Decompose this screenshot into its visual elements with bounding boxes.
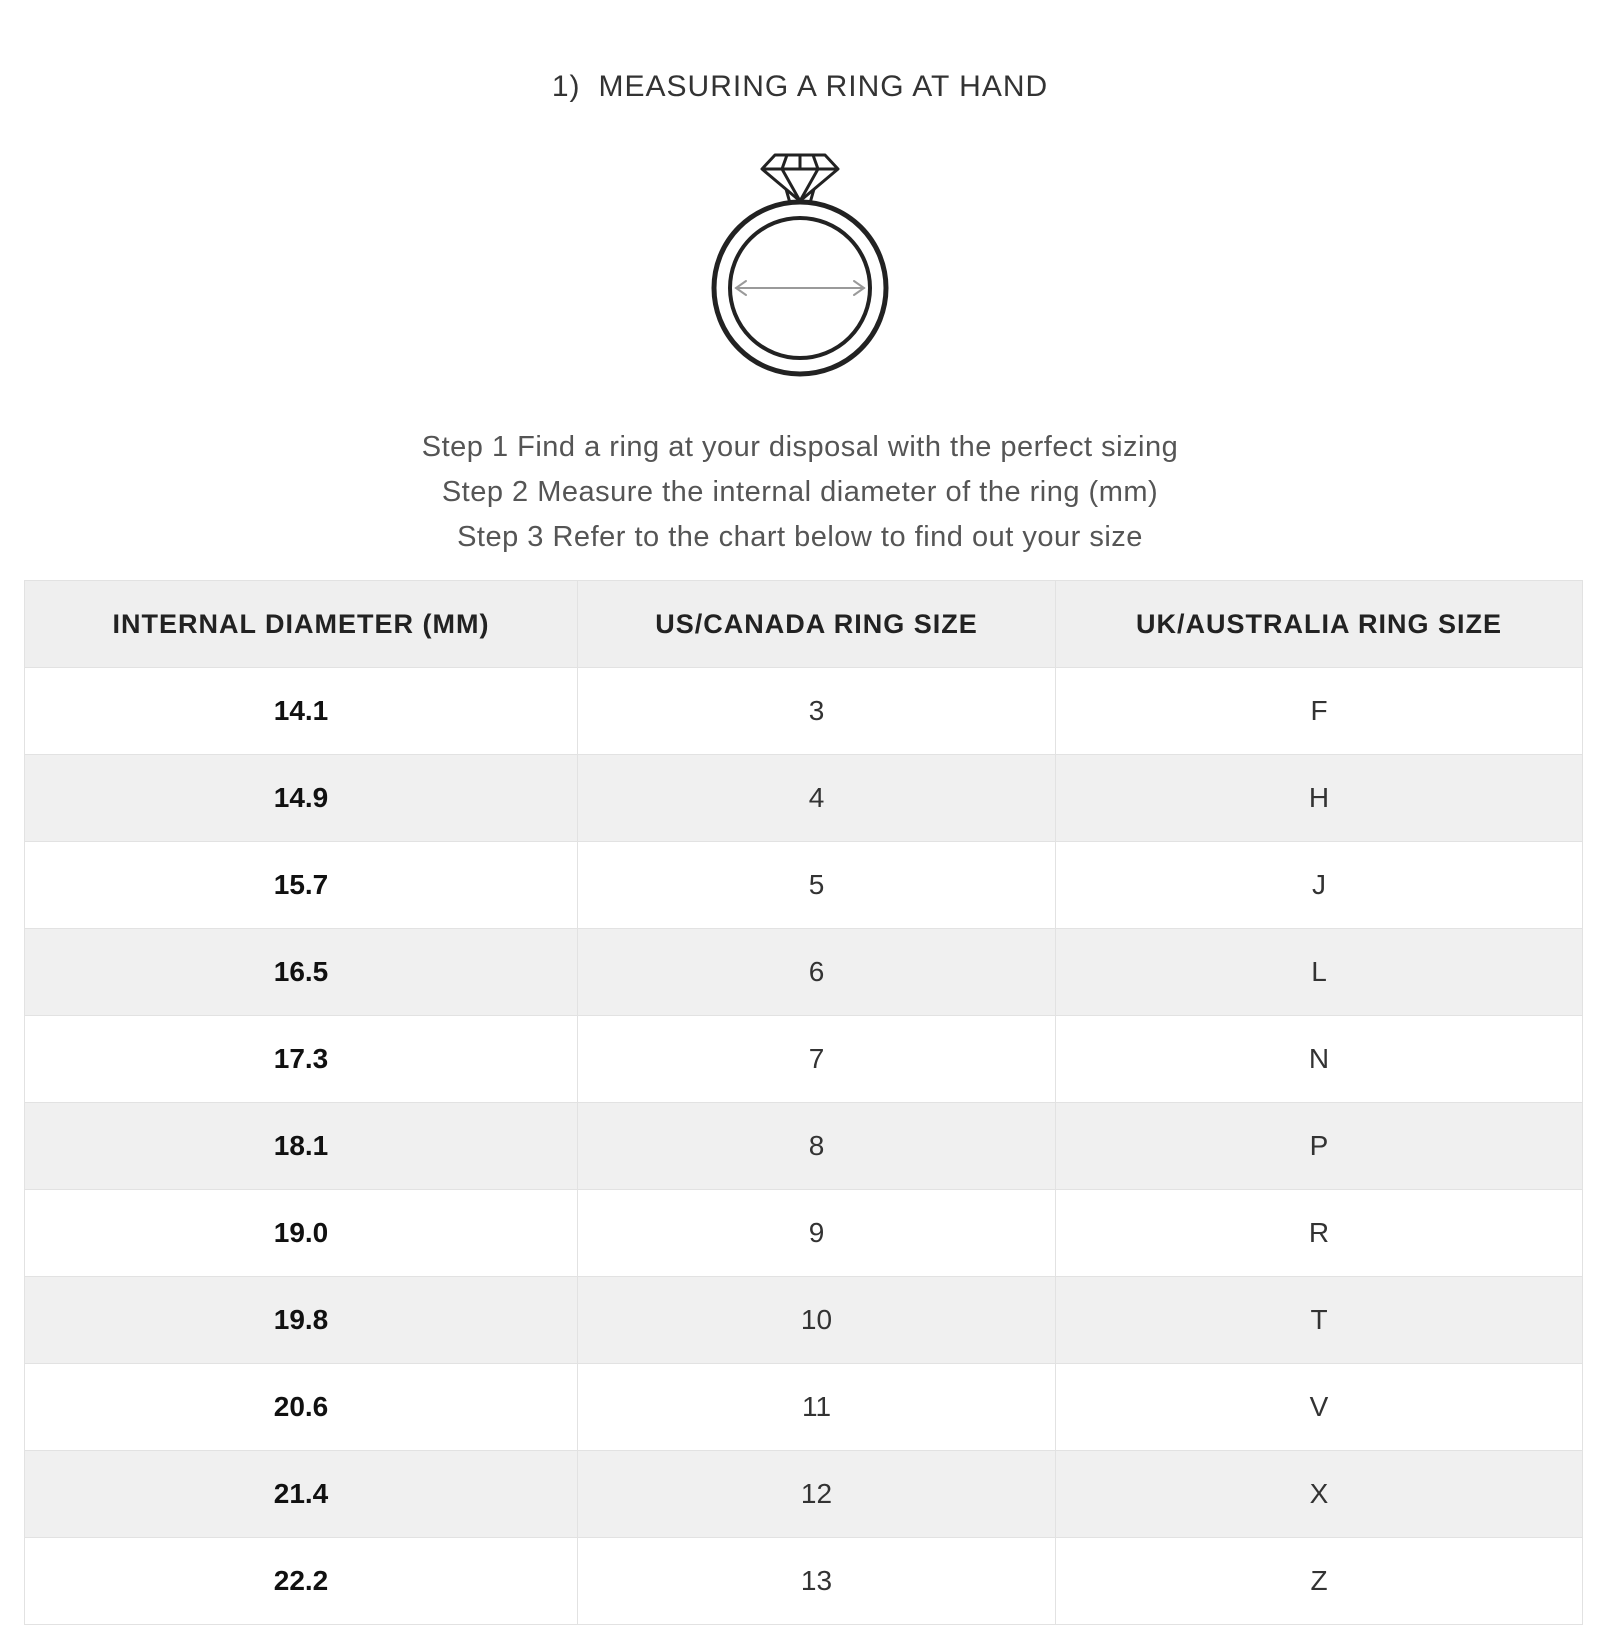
table-row xyxy=(25,842,1583,929)
cell-uk-size: T xyxy=(1056,1277,1583,1364)
cell-diameter: 16.5 xyxy=(25,929,578,1016)
cell-diameter: 14.9 xyxy=(25,755,578,842)
section-title-text: MEASURING A RING AT HAND xyxy=(598,70,1049,103)
cell-uk-size: R xyxy=(1056,1190,1583,1277)
table-row xyxy=(25,1016,1583,1103)
ring-size-table xyxy=(24,580,1583,1625)
table-row xyxy=(25,1451,1583,1538)
step-2: Step 2 Measure the internal diameter of the ring (mm) xyxy=(441,476,1159,508)
table-header-row xyxy=(25,581,1583,668)
table-row xyxy=(25,929,1583,1016)
table-row xyxy=(25,1103,1583,1190)
cell-us-size: 13 xyxy=(578,1538,1056,1625)
cell-diameter: 15.7 xyxy=(25,842,578,929)
cell-us-size: 5 xyxy=(578,842,1056,929)
cell-us-size: 9 xyxy=(578,1190,1056,1277)
cell-us-size: 8 xyxy=(578,1103,1056,1190)
table-row xyxy=(25,1277,1583,1364)
cell-us-size: 3 xyxy=(578,668,1056,755)
header-us-canada-size: US/CANADA RING SIZE xyxy=(578,581,1056,668)
table-row xyxy=(25,1364,1583,1451)
cell-diameter: 20.6 xyxy=(25,1364,578,1451)
table-row xyxy=(25,755,1583,842)
cell-uk-size: F xyxy=(1056,668,1583,755)
table-row xyxy=(25,1190,1583,1277)
header-internal-diameter: INTERNAL DIAMETER (MM) xyxy=(25,581,578,668)
cell-diameter: 21.4 xyxy=(25,1451,578,1538)
cell-uk-size: Z xyxy=(1056,1538,1583,1625)
section-number: 1) xyxy=(551,70,581,103)
cell-uk-size: H xyxy=(1056,755,1583,842)
cell-uk-size: N xyxy=(1056,1016,1583,1103)
cell-us-size: 10 xyxy=(578,1277,1056,1364)
cell-us-size: 11 xyxy=(578,1364,1056,1451)
cell-diameter: 18.1 xyxy=(25,1103,578,1190)
cell-diameter: 19.0 xyxy=(25,1190,578,1277)
cell-diameter: 22.2 xyxy=(25,1538,578,1625)
cell-uk-size: J xyxy=(1056,842,1583,929)
cell-us-size: 6 xyxy=(578,929,1056,1016)
header-uk-australia-size: UK/AUSTRALIA RING SIZE xyxy=(1056,581,1583,668)
cell-us-size: 12 xyxy=(578,1451,1056,1538)
cell-us-size: 7 xyxy=(578,1016,1056,1103)
step-1: Step 1 Find a ring at your disposal with the perfect sizing xyxy=(421,431,1179,463)
table-row xyxy=(25,1538,1583,1625)
cell-uk-size: L xyxy=(1056,929,1583,1016)
cell-uk-size: P xyxy=(1056,1103,1583,1190)
cell-uk-size: V xyxy=(1056,1364,1583,1451)
ring-size-table-container xyxy=(24,580,1582,1625)
cell-us-size: 4 xyxy=(578,755,1056,842)
section-title xyxy=(0,70,1600,104)
cell-diameter: 17.3 xyxy=(25,1016,578,1103)
cell-diameter: 19.8 xyxy=(25,1277,578,1364)
steps-list xyxy=(0,425,1600,560)
step-3: Step 3 Refer to the chart below to find out your size xyxy=(457,521,1143,553)
table-row xyxy=(25,668,1583,755)
diamond-ring-icon xyxy=(690,145,910,385)
cell-diameter: 14.1 xyxy=(25,668,578,755)
cell-uk-size: X xyxy=(1056,1451,1583,1538)
